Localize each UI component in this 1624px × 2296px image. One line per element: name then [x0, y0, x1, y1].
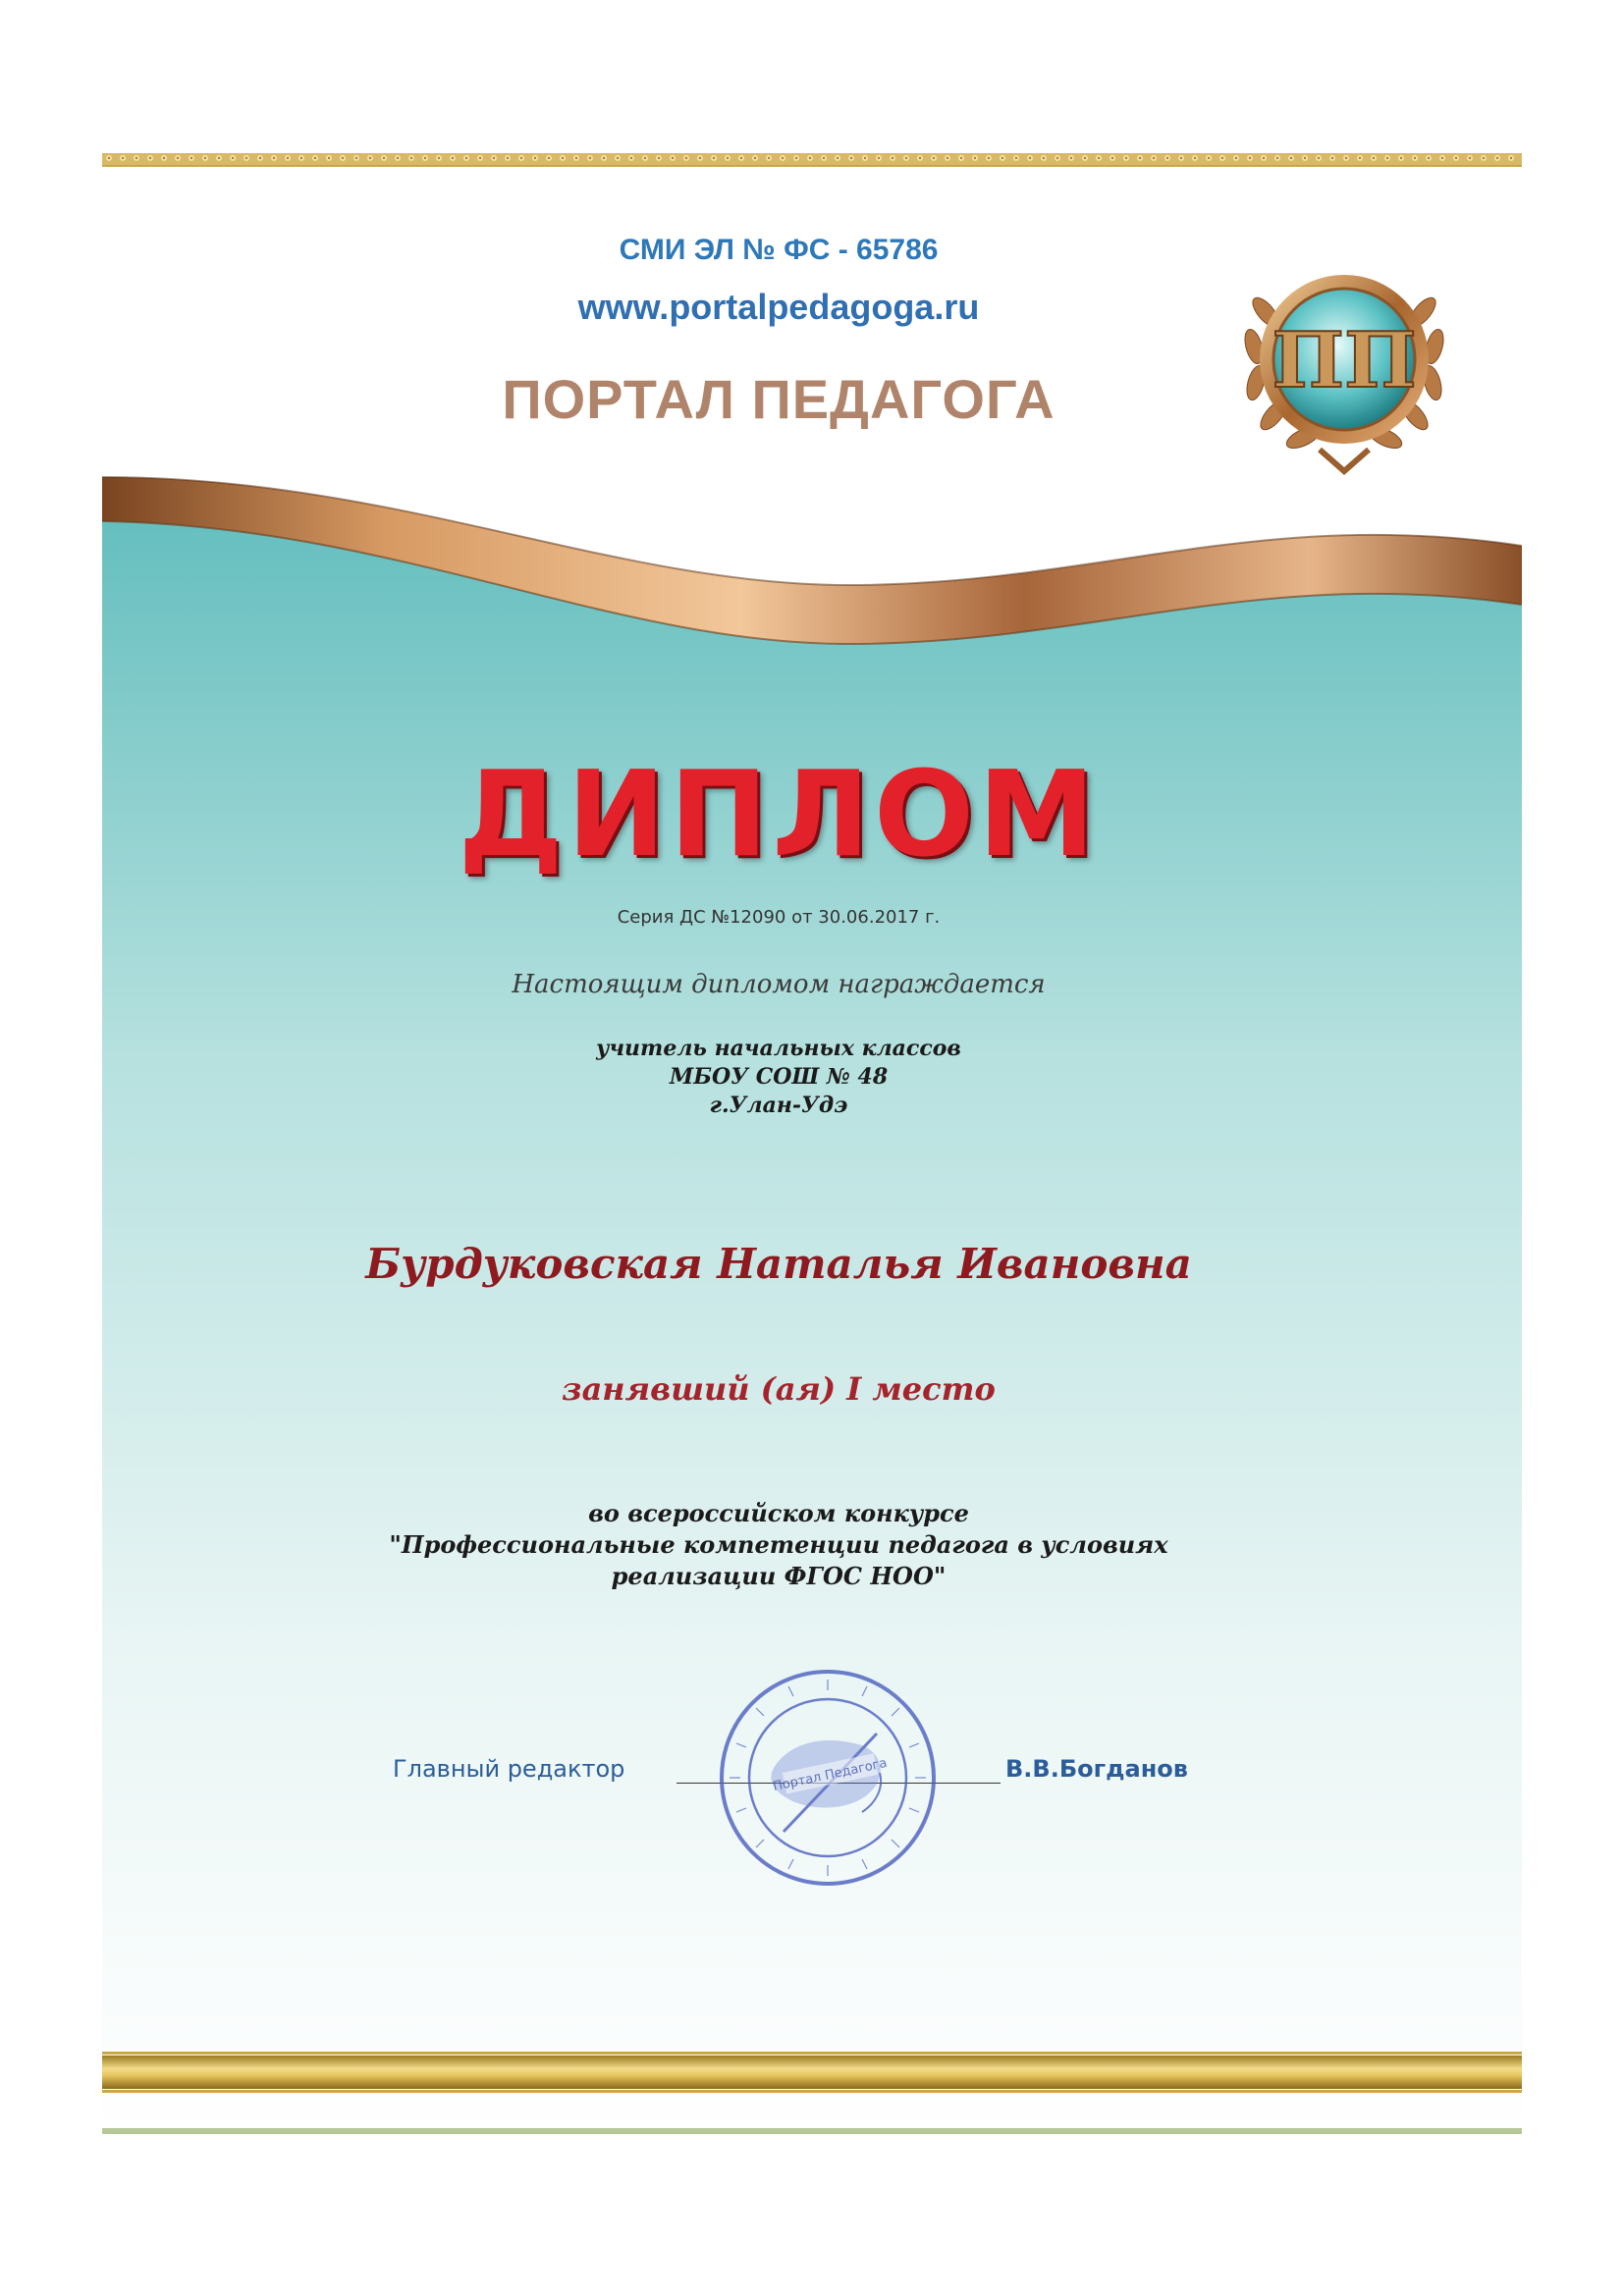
award-place: занявший (ая) I место: [562, 1370, 996, 1408]
contest-line: во всероссийском конкурсе: [588, 1499, 969, 1527]
diploma-title: ДИПЛОМ: [458, 747, 1100, 883]
recipient-position: [102, 1035, 1489, 1120]
contest-line: "Профессиональные компетенции педагога в условиях: [389, 1530, 1168, 1559]
position-line: учитель начальных классов: [596, 1036, 961, 1061]
stamp-center-text: Портал Педагога: [771, 1755, 889, 1795]
awarded-text: Настоящим дипломом награждается: [512, 970, 1046, 999]
diploma-series: Серия ДС №12090 от 30.06.2017 г.: [617, 907, 941, 928]
signatory-name: В.В.Богданов: [1005, 1755, 1188, 1783]
position-line: МБОУ СОШ № 48: [669, 1064, 889, 1090]
diploma-sheet: [102, 153, 1522, 2136]
website-link[interactable]: www.portalpedagoga.ru: [577, 287, 980, 327]
contest-description: [102, 1498, 1489, 1592]
contest-line: реализации ФГОС НОО": [611, 1562, 947, 1590]
media-registration: СМИ ЭЛ № ФС - 65786: [619, 234, 939, 266]
position-line: г.Улан-Удэ: [709, 1093, 848, 1118]
portal-name: ПОРТАЛ ПЕДАГОГА: [502, 368, 1056, 430]
official-stamp-icon: [715, 1665, 941, 1891]
signature-label: Главный редактор: [393, 1755, 625, 1783]
recipient-name: Бурдуковская Наталья Ивановна: [365, 1240, 1192, 1288]
svg-text:ПП: ПП: [1272, 316, 1417, 405]
